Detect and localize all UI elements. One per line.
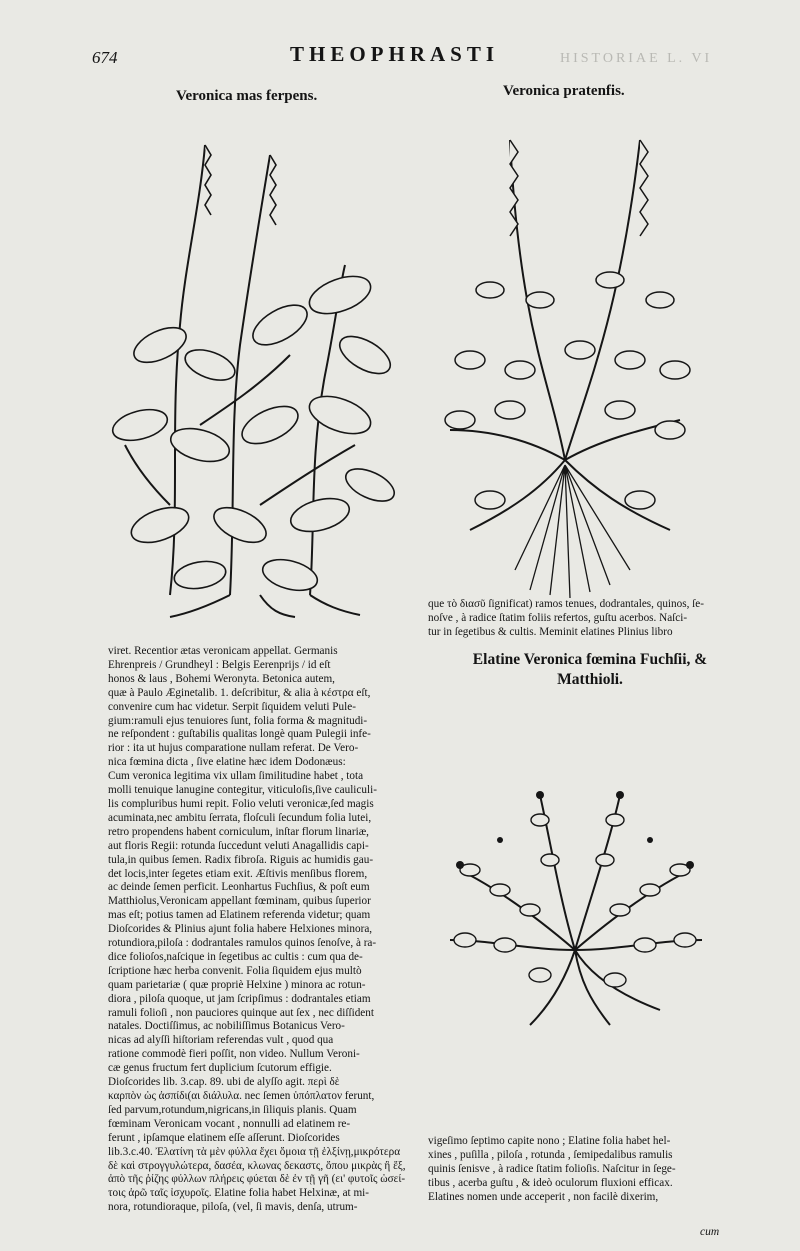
text-line: ferunt , ipſamque elatinem eſſe aſſerunt. Dioſcorides (108, 1131, 340, 1144)
text-line: δὲ καὶ στρογγυλώτερα, δασέα, κλωνας δεκαστς, ὅπου μικρὰς ἢ ἕξ, (108, 1159, 406, 1172)
text-line: det locis,inter ſegetes etiam exit. Æſtivis menſibus florem, (108, 867, 368, 880)
veronica-pratensis-woodcut (430, 130, 700, 600)
text-line: diora , piloſa quoque, ut jam ſcripſimus : dodrantales etiam (108, 992, 371, 1005)
running-title: THEOPHRASTI (290, 42, 500, 66)
text-line: tur in ſegetibus & cultis. Meminit elatines Plinius libro (428, 625, 673, 638)
text-line: ratione commodè fieri poſſit, non video. Nullum Veroni- (108, 1048, 360, 1061)
text-line: acuminata,nec ambitu ſerrata, floſculi ſecundum folia lutei, (108, 811, 372, 824)
text-line: aut floris Regii: rotunda ſuccedunt veluti Anagallidis capi- (108, 839, 369, 852)
text-line: Cum veronica legitima vix ullam ſimilitudine habet , tota (108, 770, 364, 783)
text-line: tibus , acerba guſtu , & ideò oculorum fluxioni efficax. (428, 1176, 673, 1189)
text-line: ſcriptione hæc herba convenit. Folia ſiquidem ejus multò (108, 964, 362, 977)
text-line: tula,in quibus ſemen. Radix fibroſa. Riguis ac humidis gau- (108, 853, 374, 866)
text-line: καρπὸν ὡς ἀσπίδι(αι διάλυλα. nec ſemen ὑπόπλατον ferunt, (108, 1090, 375, 1102)
text-line: convenire cum hac videtur. Serpit ſiquidem veluti Pule- (108, 700, 356, 713)
text-line: quinis ſenisve , à radice ſtatim folioſis. Naſcitur in ſege- (428, 1162, 676, 1175)
right-figure-caption: Veronica pratenfis. (503, 83, 625, 99)
elatine-heading: Elatine Veronica fœmina Fuchſii, & Matthioli. (472, 651, 708, 688)
text-line: τοις ἀρῶ ταῖς ἰσχυροῖς. Elatine folia habet Helxinæ, at mi- (108, 1187, 369, 1200)
text-line: quam parietariæ ( quæ propriè Helxine ) minora ac rotun- (108, 978, 366, 991)
text-line: cæ genus fructum fert duplicium ſcutorum effigie. (108, 1062, 332, 1075)
right-text-bottom (428, 1135, 728, 1205)
text-line: xines , puſilla , piloſa , rotunda , ſemipedalibus ramulis (428, 1148, 673, 1161)
text-line: Ehrenpreis / Grundheyl : Belgis Eerenprijs / id eſt (108, 658, 331, 671)
elatine-woodcut (440, 780, 710, 1030)
text-line: Elatines nomen unde acceperit , non facilè dixerim, (428, 1190, 659, 1203)
text-line: vigeſimo ſeptimo capite nono ; Elatine folia habet hel- (428, 1135, 671, 1147)
text-line: retro propendens habent corniculum, inſtar florum linariæ, (108, 825, 369, 838)
veronica-mas-serpens-woodcut (110, 125, 400, 620)
right-text-top (428, 598, 728, 640)
left-figure-caption: Veronica mas ferpens. (176, 88, 318, 104)
text-line: ramuli folioſi , non pauciores quinque aut ſex , nec diſſident (108, 1006, 374, 1019)
text-line: lis compluribus humi repit. Folio veluti veronicæ,ſed magis (108, 797, 374, 810)
text-line: quæ à Paulo Æginetalib. 1. deſcribitur, & alia à κέστρα eſt, (108, 686, 371, 699)
text-line: ſed parvum,rotundum,nigricans,in ſiliquis planis. Quam (108, 1103, 357, 1116)
text-line: fœminam Veronicam vocant , nonnulli ad elatinem re- (108, 1117, 351, 1130)
text-line: lib.3.c.40. Ἐλατίνη τὰ μὲν φύλλα ἔχει ὅμοια τῇ ἑλξίνῃ,μικρότερα (108, 1145, 401, 1158)
text-line: noſve , à radice ſtatim foliis refertos, guſtu acerbos. Naſci- (428, 611, 688, 624)
page-number: 674 (92, 48, 118, 67)
text-line: ἀπὸ τῆς ῥίζης φύλλων πλήρεις φύεται δὲ ἐν τῇ γῆ (ει' φυτοῖς ὠσεί- (108, 1173, 406, 1186)
catchword: cum (700, 1226, 720, 1238)
text-line: Matthiolus,Veronicam appellant fœminam, quibus ſuperior (108, 895, 371, 908)
text-line: viret. Recentior ætas veronicam appellat. Germanis (108, 645, 338, 657)
text-line: ne reſpondent : guſtabilis qualitas longè quam Pulegii infe- (108, 728, 371, 741)
text-line: nica fœmina dicta , ſive elatine hæc idem Dodonæus: (108, 756, 346, 769)
text-line: rotundiora,piloſa : dodrantales ramulos quinos ſenoſve, à ra- (108, 937, 377, 950)
text-line: honos & laus , Bohemi Weronyta. Betonica autem, (108, 672, 335, 685)
text-line: rior : ita ut hujus comparatione nullam referat. De Vero- (108, 742, 359, 755)
text-line: ac deinde ſemen perficit. Leonhartus Fuchſius, & poſt eum (108, 881, 370, 894)
show-through-text (560, 52, 780, 66)
text-line: Dioſcorides & Plinius ajunt folia habere Helxiones minora, (108, 923, 373, 936)
text-line: Dioſcorides lib. 3.cap. 89. ubi de alyſſo agit. περὶ δὲ (108, 1076, 340, 1089)
text-line: que τὸ διασῦ ſignificat) ramos tenues, dodrantales, quinos, ſe- (428, 598, 704, 610)
text-line: natales. Doctiſſimus, ac nobiliſſimus Botanicus Vero- (108, 1020, 345, 1033)
text-line: gium:ramuli ejus tenuiores ſunt, folia forma & magnitudi- (108, 714, 368, 727)
left-text-column (108, 645, 414, 1215)
text-line: dice folioſos,naſcique in ſegetibus ac cultis : cum qua de- (108, 950, 363, 963)
bleed-title: HISTORIAE L. VI (560, 51, 713, 66)
text-line: nicas ad alyſſi hiſtoriam referendas vult , quod qua (108, 1034, 334, 1047)
text-line: nora, rotundioraque, piloſa, (vel, ſi mavis, denſa, utrum- (108, 1201, 358, 1214)
text-line: molli tenuique lanugine contegitur, viticuloſis,ſive cauliculi- (108, 784, 377, 797)
text-line: mas eſt; potius tamen ad Elatinem referenda videtur; quam (108, 909, 371, 922)
